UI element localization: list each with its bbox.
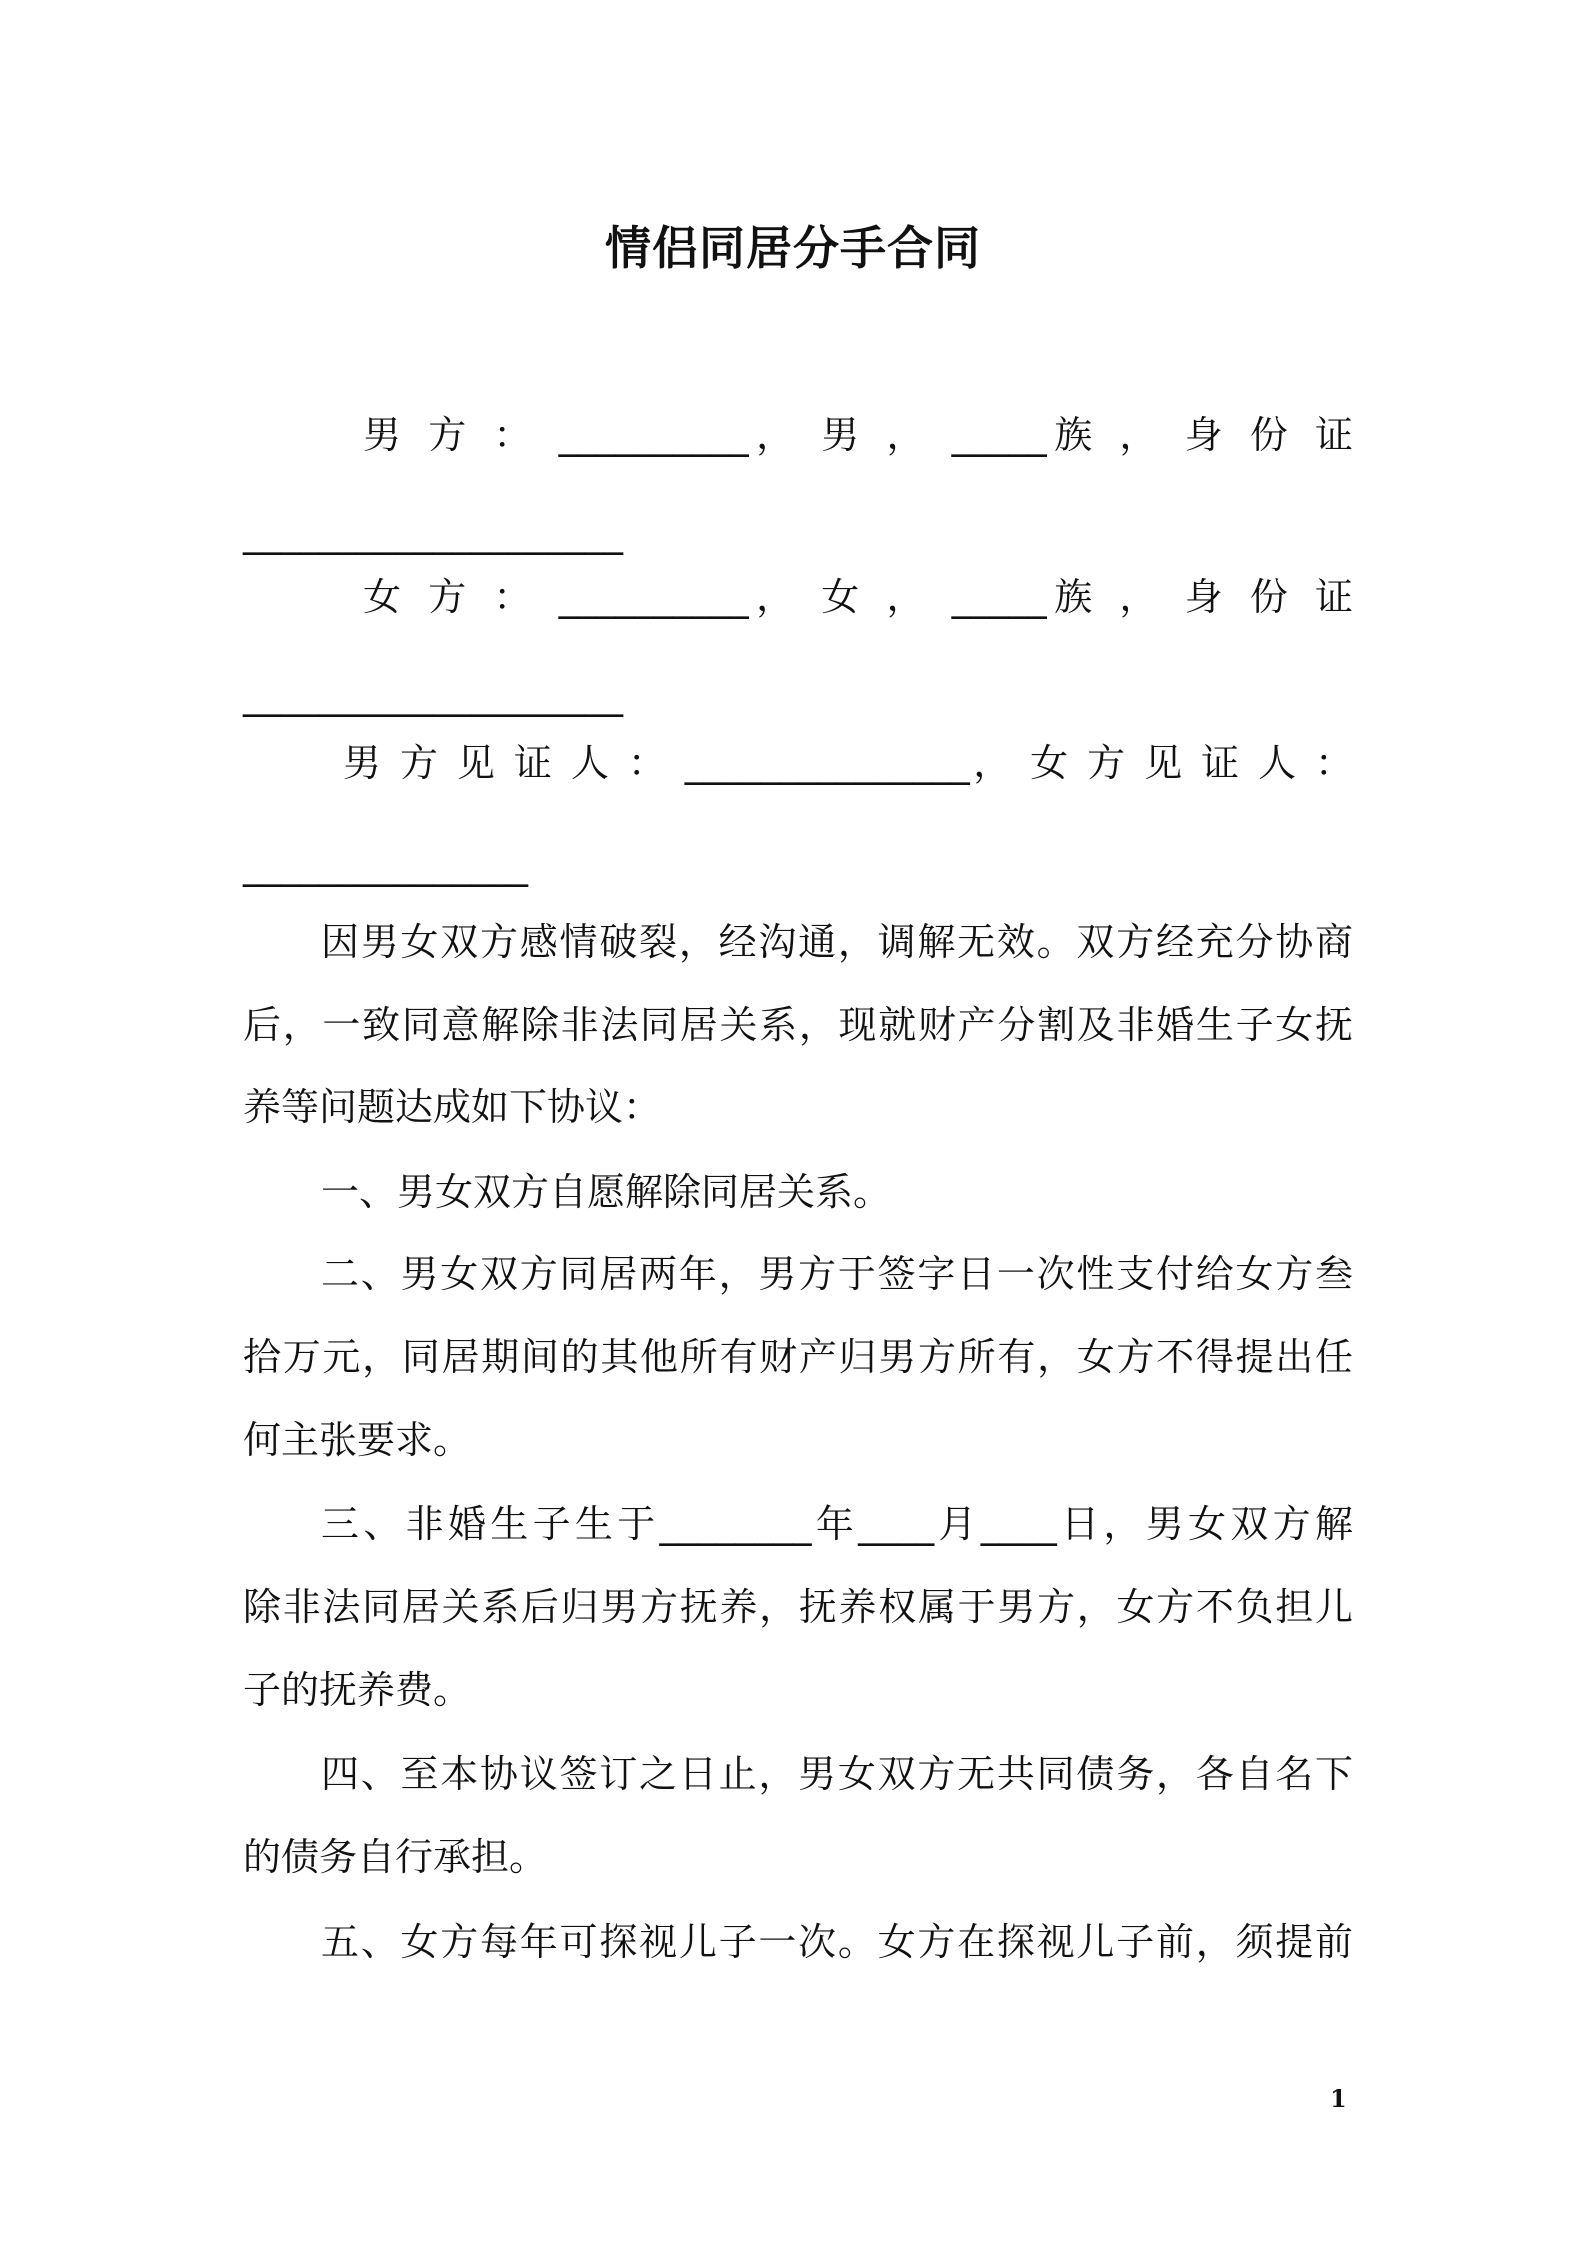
male-party-line: 男 方 ： __________， 男 ， _____族 ， 身 份 证 xyxy=(363,413,1353,457)
female-party-line: 女 方 ： __________， 女 ， _____族 ， 身 份 证 xyxy=(363,575,1353,619)
clause-4-line: 四、至本协议签订之日止，男女双方无共同债务，各自名下 xyxy=(321,1752,1353,1796)
clause-1-line: 一、男女双方自愿解除同居关系。 xyxy=(321,1170,892,1214)
witness-line: 男 方 见 证 人 ： _______________， 女 方 见 证 人 ： xyxy=(343,741,1353,785)
clause-5-line: 五、女方每年可探视儿子一次。女方在探视儿子前，须提前 xyxy=(321,1920,1353,1964)
document-title: 情侣同居分手合同 xyxy=(605,221,981,275)
clause-3-line: 三、非婚生子生于________年____月____日，男女双方解 xyxy=(321,1502,1353,1546)
male-id-blank: ____________________ xyxy=(243,511,623,555)
witness-blank: _______________ xyxy=(243,843,528,887)
clause-4-line: 的债务自行承担。 xyxy=(243,1835,548,1879)
page-number: 1 xyxy=(1330,2084,1347,2113)
female-id-blank: ____________________ xyxy=(243,673,623,717)
clause-2-line: 二、男女双方同居两年，男方于签字日一次性支付给女方叁 xyxy=(321,1252,1353,1296)
intro-line: 养等问题达成如下协议： xyxy=(243,1085,662,1129)
intro-line: 因男女双方感情破裂，经沟通，调解无效。双方经充分协商 xyxy=(321,920,1353,964)
clause-3-line: 除非法同居关系后归男方抚养，抚养权属于男方，女方不负担儿 xyxy=(243,1585,1353,1629)
clause-2-line: 拾万元，同居期间的其他所有财产归男方所有，女方不得提出任 xyxy=(243,1335,1353,1379)
intro-line: 后，一致同意解除非法同居关系，现就财产分割及非婚生子女抚 xyxy=(243,1003,1353,1047)
clause-3-line: 子的抚养费。 xyxy=(243,1668,472,1712)
clause-2-line: 何主张要求。 xyxy=(243,1418,472,1462)
